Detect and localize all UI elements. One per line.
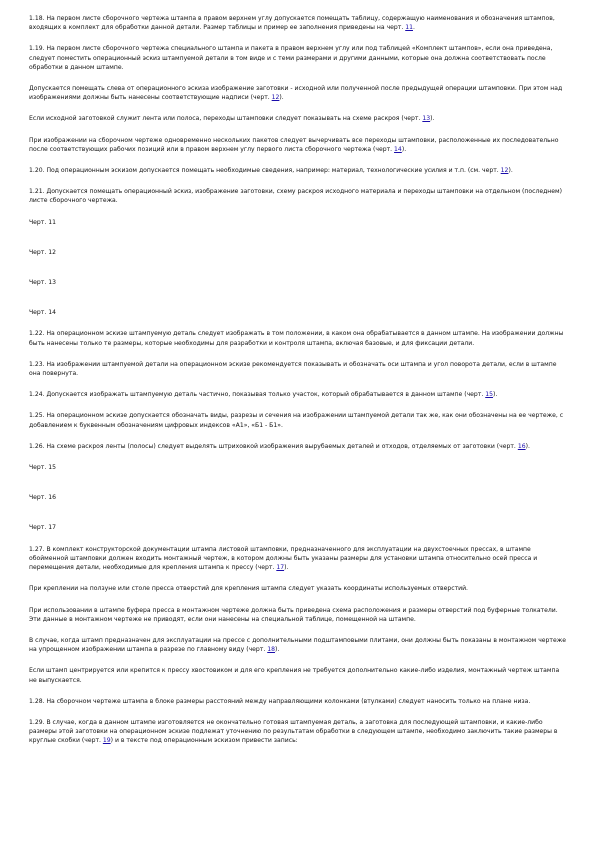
paragraph [29,584,567,593]
paragraph [29,360,567,378]
text-run: ). [401,145,407,153]
figure-reference-link[interactable]: 19 [102,737,111,745]
figure-caption [29,308,567,317]
text-run: ). [493,391,498,399]
paragraph [29,187,567,205]
figure-reference-link[interactable]: 15 [485,391,493,399]
text-run: 1.18. На первом листе сборочного чертежа штампа в правом верхнем углу допускается помещать таблицу, содержащую наименования и обозначения штампов, входящих в комплект для обработки данной детали. Размер таблицы и пример ее заполнения приведены на черт. [29,15,555,32]
paragraph [29,136,567,154]
paragraph [29,166,567,175]
text-run: 1.29. В случае, когда в данном штампе изготовляется не окончательно готовая штампуемая деталь, а заготовка для последующей штамповки, и какие-либо размеры этой заготовки на операционном эскизе подлежат уточнению по результатам обработки в следующем штампе, необходимо заключить такие размеры в круглые скобки (черт. [29,718,558,745]
paragraph [29,329,567,347]
paragraph [29,697,567,706]
text-run: 1.23. На изображении штампуемой детали на операционном эскизе рекомендуется показывать и обозначать оси штампа и угол поворота детали, если в штампе она повернута. [29,360,557,378]
text-run: 1.27. В комплект конструкторской документации штампа листовой штамповки, предназначенного для эксплуатации на двухстоечных прессах, в штампе обойменной штамповки должен входить монтажный чертеж, в котором должны быть указаны размеры для установки штампа относительно осей пресса и перемещения детали, необходимые для крепления штампа к прессу (черт. [29,545,538,572]
text-run: 1.22. На операционном эскизе штампуемую деталь следует изображать в том положении, в каком она обрабатывается в данном штампе. На изображении должны быть нанесены только те размеры, которые необходимы для разработки и контроля штампа, включая базовые, и для фиксации детали. [29,330,564,347]
text-run: 1.26. На схеме раскроя ленты (полосы) следует выделять штриховкой изображения вырубаемых деталей и отходов, отделяемых от заготовки (черт. [29,442,518,450]
text-run: При использовании в штампе буфера пресса в монтажном чертеже должна быть приведена схема расположения и размеры отверстий под буферные толкатели. Эти данные в монтажном чертеже не приводят, если они нанесены на специальной таблице, помещенной на штампе. [29,606,558,623]
paragraph [29,411,567,429]
text-run: При изображении на сборочном чертеже одновременно нескольких пакетов следует вычерчивать все переходы штамповки, расположенные их последовательно после соответствующих рабочих позиций или в правом верхнем углу первого листа сборочного чертежа (черт. [29,136,559,153]
paragraph [29,666,567,684]
text-run: Допускается помещать слева от операционного эскиза изображение заготовки - исходной или полученной после предыдущей операции штамповки. При этом над изображениями должны быть нанесены соответствующие надписи (черт. [29,85,563,102]
figure-caption [29,218,567,227]
paragraph [29,545,567,573]
text-run: При креплении на ползуне или столе пресса отверстий для крепления штампа следует указать координаты используемых отверстий. [29,585,468,593]
text-run: 1.25. На операционном эскизе допускается обозначать виды, разрезы и сечения на изображении штампуемой детали так же, как они обозначены на ее чертеже, с добавлением к буквенным обозначениям цифровых индексов «А1», «Б1 - Б1». [29,412,564,429]
text-run: 1.28. На сборочном чертеже штампа в блоке размеры расстояний между направляющими колонками (втулками) следует наносить только на плане низа. [29,697,531,705]
text-run: Черт. 17 [29,524,56,532]
text-run: Черт. 16 [29,494,56,502]
paragraph [29,84,567,102]
paragraph [29,390,567,399]
text-run: . [412,24,415,32]
figure-reference-link[interactable]: 13 [422,115,431,123]
paragraph [29,606,567,624]
figure-reference-link[interactable]: 17 [276,564,285,572]
text-run: 1.21. Допускается помещать операционный эскиз, изображение заготовки, схему раскроя исходного материала и переходы штамповки на отдельном (последнем) листе сборочного чертежа. [29,188,563,205]
figure-reference-link[interactable]: 12 [271,94,280,102]
figure-reference-link[interactable]: 18 [267,646,275,654]
figure-caption [29,493,567,502]
text-run: ). [279,94,284,102]
text-run: Черт. 15 [29,464,56,472]
text-run: ). [430,115,435,123]
text-run: Если штамп центрируется или крепится к прессу хвостовиком и для его крепления не требуется дополнительно какие-либо изделия, монтажный чертеж штампа не выпускается. [29,667,560,684]
text-run: Черт. 12 [29,248,56,256]
text-run: ). [525,442,530,450]
paragraph [29,14,567,32]
figure-caption [29,523,567,532]
figure-caption [29,463,567,472]
paragraph [29,114,567,123]
figure-reference-link[interactable]: 14 [394,145,402,153]
text-run: 1.19. На первом листе сборочного чертежа специального штампа и пакета в правом верхнем углу или под таблицей «Комплект штампов», если она приведена, следует поместить операционный эскиз штампуемой детали в том виде и с теми размерами и другими данными, которые она должна соответствовать после обработки в данном штампе. [29,45,553,71]
text-run: Если исходной заготовкой служит лента или полоса, переходы штамповки следует показывать на схеме раскроя (черт. [29,115,423,123]
figure-reference-link[interactable]: 11 [405,24,413,32]
paragraph [29,442,567,451]
text-run: В случае, когда штамп предназначен для эксплуатации на прессе с дополнительными подштамповыми плитами, они должны быть показаны в монтажном чертеже на упрощенном изображении штампа в разрезе по главному виду (черт. [29,636,566,654]
figure-caption [29,248,567,257]
figure-caption [29,278,567,287]
text-run: Черт. 13 [29,279,56,287]
text-run: Черт. 11 [29,218,56,226]
figure-reference-link[interactable]: 16 [517,442,526,450]
text-run: 1.24. Допускается изображать штампуемую деталь частично, показывая только участок, который обрабатывается в данном штампе (черт. [29,391,486,399]
figure-reference-link[interactable]: 12 [500,167,509,175]
text-run: ). [508,167,513,175]
text-run: ). [284,564,289,572]
text-run: ). [274,646,280,654]
text-run: ) и в тексте под операционным эскизом привести запись: [110,737,298,745]
paragraph [29,718,567,746]
text-run: 1.20. Под операционным эскизом допускается помещать необходимые сведения, например: материал, технологические усилия и т.п. (см. черт. [29,167,501,175]
text-run: Черт. 14 [29,309,56,317]
paragraph [29,44,567,72]
paragraph [29,636,567,654]
